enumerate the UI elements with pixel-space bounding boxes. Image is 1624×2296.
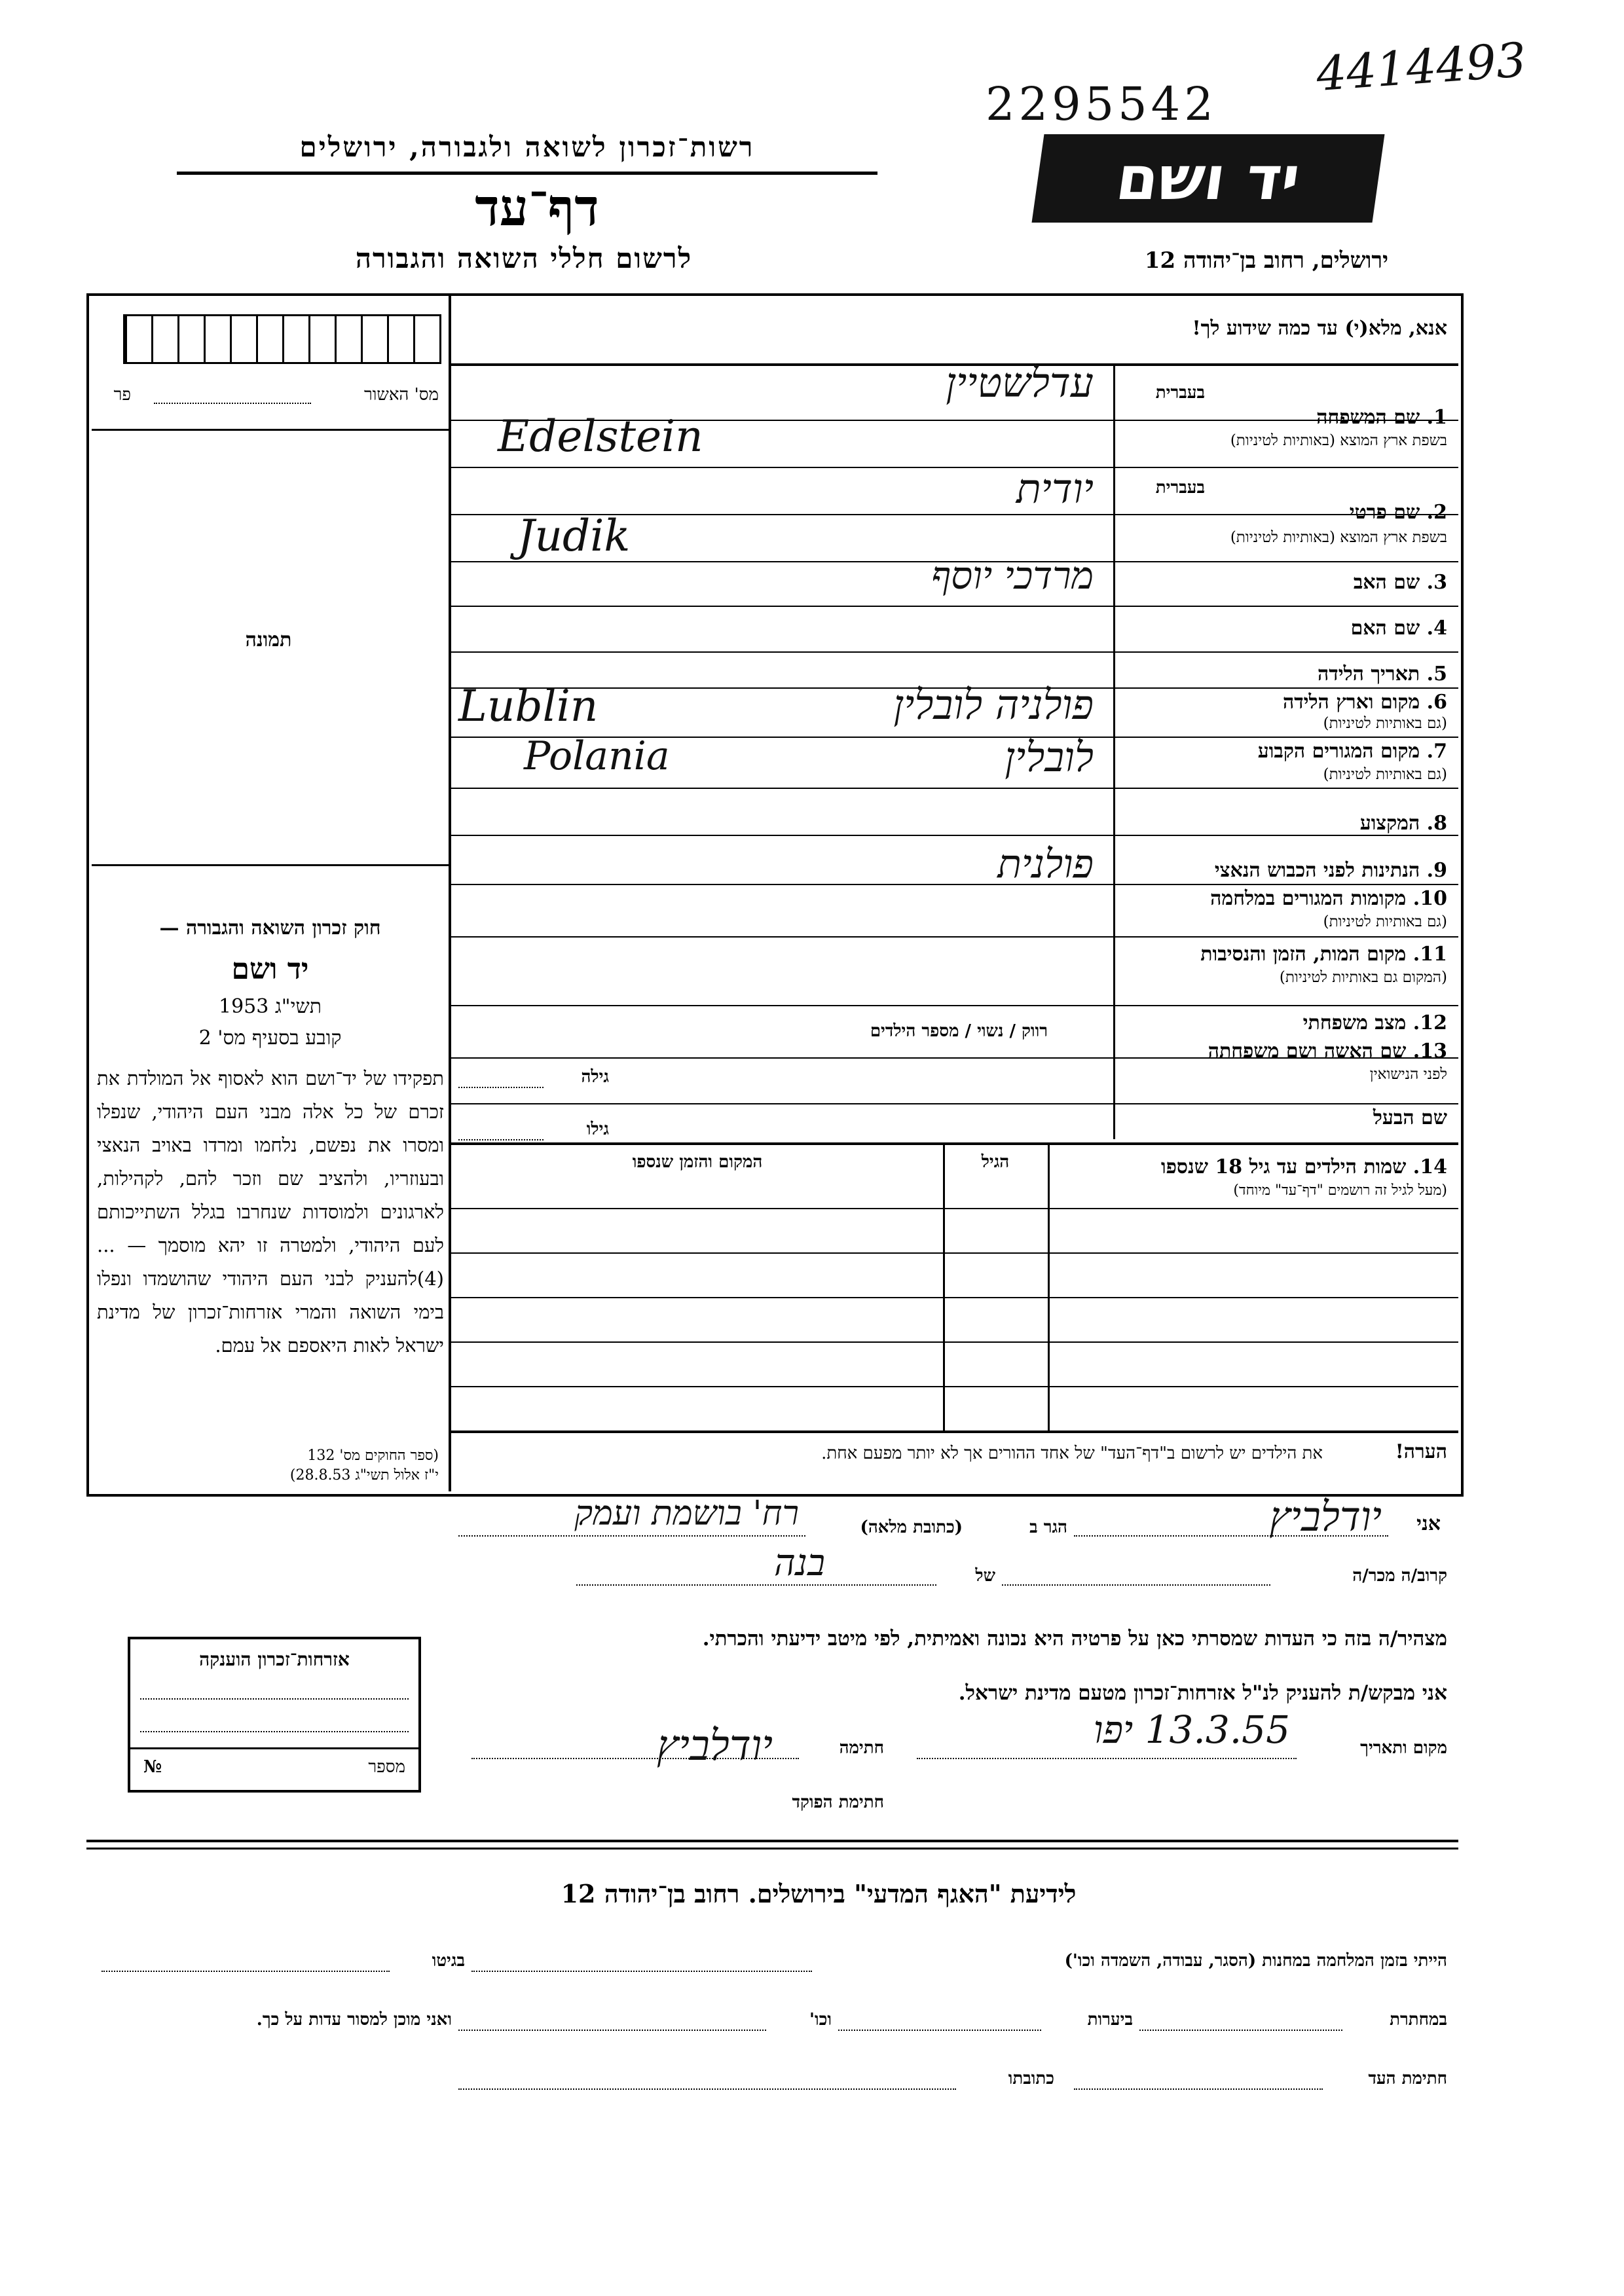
field-1-value-hebrew[interactable]: עדלשטיין [946, 359, 1094, 407]
bottom-line-2-etc: וכו' [809, 2010, 832, 2030]
field-12-num: 12. [1412, 1011, 1447, 1034]
rule [450, 835, 1458, 836]
bottom-line-1-ghetto-field[interactable] [101, 1971, 390, 1972]
field-8-name: המקצוע [1359, 812, 1420, 835]
citizenship-box-line-1 [140, 1698, 409, 1700]
bottom-line-1-field[interactable] [471, 1971, 812, 1972]
bottom-line-3-address: כתובתו [1008, 2069, 1054, 2088]
bottom-line-3-address-field[interactable] [458, 2088, 956, 2090]
field-1-sub: בשפת ארץ המוצא (באותיות לטיניות) [1230, 432, 1447, 449]
rule [450, 606, 1458, 607]
bottom-line-3-witness-sig: חתימת העד [1368, 2069, 1447, 2088]
table-row[interactable] [450, 1386, 1458, 1387]
field-6-num: 6. [1426, 691, 1447, 714]
husband-name-label: שם הבעל [1373, 1106, 1447, 1129]
field-8-num: 8. [1426, 812, 1447, 835]
note-text: את הילדים יש לרשום ב"דף־העד" של אחד ההורים אך לא יותר מפעם אחת. [821, 1444, 1323, 1463]
field-1-hebrew-tag: בעברית [1155, 383, 1205, 403]
declarant-name-value[interactable]: יודלביץ [1269, 1493, 1382, 1540]
table-row[interactable] [450, 1297, 1458, 1298]
section-separator [86, 1840, 1458, 1842]
field-13-sub: לפני הנישואין [1369, 1066, 1447, 1083]
age-label-wife: גילה [581, 1067, 609, 1087]
field-3-name: שם האב [1353, 571, 1420, 594]
corner-handwritten-number: 4414493 [1314, 31, 1528, 102]
children-rows[interactable] [450, 1208, 1458, 1430]
bottom-line-2-ready: ואני מוכן למסור עדות על כך. [256, 2010, 452, 2030]
place-date-line [917, 1758, 1297, 1759]
form-subtitle: לרשום חללי השואה והגבורה [355, 242, 693, 274]
rule [450, 936, 1458, 938]
field-13-name: שם האשה ושם משפחתה [1208, 1040, 1407, 1063]
photo-area-rule [92, 429, 449, 431]
bottom-line-1-end: בגיטו [432, 1951, 465, 1971]
field-1-value-latin[interactable]: Edelstein [498, 411, 703, 462]
field-6-name: מקום וארץ הלידה [1282, 691, 1420, 714]
officer-signature-label: חתימת הפוקד [792, 1793, 884, 1812]
age-field-husband[interactable] [458, 1139, 544, 1140]
citizenship-box [128, 1637, 421, 1793]
field-1-num: 1. [1426, 406, 1447, 429]
photo-area-bottom-rule [92, 864, 449, 866]
children-label [1054, 1156, 1447, 1178]
resides-in-label: הגר ב [1029, 1518, 1067, 1537]
of-label: של [975, 1566, 995, 1586]
citizenship-box-number-label: מספר [368, 1757, 405, 1777]
field-2-value-hebrew[interactable]: יודית [1016, 465, 1094, 513]
field-12-name: מצב משפחתי [1302, 1011, 1407, 1034]
law-year: תשי"ג 1953 [219, 995, 322, 1018]
rule [450, 788, 1458, 789]
field-6-value-latin[interactable]: Lublin [458, 681, 599, 731]
bottom-line-2-underground: במחתרת [1390, 2010, 1447, 2030]
field-1-name: שם המשפחה [1316, 406, 1420, 429]
field-7-sub: (גם באותיות לטיניות) [1323, 766, 1447, 783]
age-field-wife[interactable] [458, 1087, 544, 1088]
table-row[interactable] [450, 1341, 1458, 1343]
bottom-title: לידיעת "האגף המדעי" בירושלים. רחוב בן־יהודה 12 [561, 1879, 1077, 1908]
field-9-name: הנתינות לפני הכבוש הנאצי [1214, 859, 1420, 882]
rule [450, 1005, 1458, 1006]
note-label: הערה! [1395, 1440, 1447, 1463]
yad-vashem-logo [1032, 134, 1385, 223]
relation-line [1002, 1584, 1270, 1586]
law-title: חוק זכרון השואה והגבורה — [159, 917, 381, 939]
bottom-line-2-underground-field[interactable] [1139, 2030, 1342, 2031]
children-col-place: המקום והזמן שנספו [632, 1152, 763, 1172]
field-3-value[interactable]: מרדכי יוסף [931, 553, 1094, 598]
header-address: ירושלים, רחוב בן־יהודה 12 [1144, 247, 1388, 274]
approval-number-boxes[interactable] [123, 314, 441, 364]
place-date-value[interactable]: 13.3.55 יפו [1093, 1707, 1290, 1752]
field-9-value[interactable]: פולנית [997, 841, 1094, 887]
table-row[interactable] [450, 1252, 1458, 1254]
field-5-name: תאריך הלידה [1318, 663, 1420, 685]
field-9-num: 9. [1426, 859, 1447, 882]
field-10-sub: (גם באותיות לטיניות) [1323, 913, 1447, 930]
declaration-request: אני מבקש/ת להעניק לנ"ל אזרחות־זכרון מטעם מדינת ישראל. [958, 1681, 1447, 1705]
field-7-num: 7. [1426, 740, 1447, 763]
authority-underline [177, 172, 877, 175]
bottom-line-2-forests: ביערות [1087, 2010, 1133, 2030]
citizenship-box-title: אזרחות־זכרון הוענקה [199, 1649, 350, 1670]
field-6-value-hebrew[interactable]: פולניה לובלין [893, 681, 1094, 729]
field-7-value-latin[interactable]: Polania [524, 733, 670, 779]
field-2-num: 2. [1426, 501, 1447, 524]
field-4-name: שם האם [1350, 617, 1420, 640]
field-11-sub: (המקום גם באותיות לטיניות) [1279, 969, 1447, 986]
marital-status-options[interactable]: רווק / נשוי / מספר הילדים [870, 1021, 1048, 1041]
approval-prefix: פר [113, 385, 131, 405]
field-7-value-hebrew[interactable]: לובלין [1005, 733, 1094, 781]
field-6-sub: (גם באותיות לטיניות) [1323, 715, 1447, 732]
field-2-sub: בשפת ארץ המוצא (באותיות לטיניות) [1230, 529, 1447, 546]
field-7-name: מקום המגורים הקבוע [1257, 740, 1420, 763]
field-3-num: 3. [1426, 571, 1447, 594]
signature-label: חתימה [839, 1738, 884, 1758]
field-5-num: 5. [1426, 663, 1447, 685]
field-2-name: שם פרטי [1349, 501, 1420, 524]
form-title: דף־עד [475, 178, 599, 238]
children-col-age: הגיל [981, 1152, 1010, 1172]
law-clause: קובע בסעיף מס' 2 [198, 1027, 342, 1049]
children-num: 14. [1412, 1156, 1447, 1178]
field-11-name: מקום המות, הזמן והנסיבות [1200, 943, 1407, 966]
bottom-line-2-forests-field[interactable] [838, 2030, 1041, 2031]
bottom-line-2-etc-field[interactable] [458, 2030, 766, 2031]
approval-number-label: מס' האשור [363, 385, 439, 405]
field-2-hebrew-tag: בעברית [1155, 478, 1205, 498]
children-sub: (מעל לגיל זה רושמים "דף־עד" מיוחד) [1233, 1182, 1447, 1199]
law-name: יד ושם [231, 953, 309, 986]
table-row[interactable] [450, 1208, 1458, 1209]
children-table-top-rule [450, 1142, 1458, 1145]
rule [450, 1103, 1458, 1104]
signature-value[interactable]: יודלביץ [656, 1722, 773, 1770]
field-2-value-latin[interactable]: Judik [517, 511, 631, 561]
field-4-num: 4. [1426, 617, 1447, 640]
of-line [576, 1584, 936, 1586]
authority-name: רשות־זכרון לשואה ולגבורה, ירושלים [299, 131, 755, 163]
address-line [458, 1535, 805, 1537]
relation-label: קרוב/ה מכר/ה [1352, 1566, 1447, 1586]
law-text: תפקידו של יד־ושם הוא לאסוף אל המולדת את זכרם של כל אלה מבני העם היהודי, שנפלו ומסרו את נפשם, נלחמו ומרדו באויב הנאצי ובעוזריו, ולהציב שם וזכר להם, לקהילות, לארגונים ולמוסדות שנחרבו בגלל השתייכותם לעם היהודי, ולמטרה זו יהא מוסמך — ...(4)להעניק לבני העם היהודי שהושמדו ונפלו בימי השואה והמרי אזרחות־זכרון של מדינת ישראל לאות היאספם אל עמם. [97, 1067, 444, 1357]
approval-number-field[interactable] [154, 403, 311, 404]
relation-value[interactable]: בנה [773, 1542, 825, 1584]
law-ref-1: (ספר החוקים מס' 132 [307, 1448, 439, 1464]
bottom-line-3-witness-field[interactable] [1074, 2088, 1323, 2090]
note-rule [450, 1430, 1458, 1433]
declaration-statement: מצהיר/ה בזה כי העדות שמסרתי כאן על פרטיה היא נכונה ואמיתית, לפי מיטב ידיעתי והכרתי. [702, 1627, 1447, 1650]
field-10-name: מקומות המגורים במלחמה [1210, 887, 1407, 910]
serial-number: 2295542 [986, 77, 1217, 131]
address-value[interactable]: רח' בושמת ועמק [574, 1494, 799, 1533]
place-date-label: מקום ותאריך [1360, 1738, 1447, 1758]
declaration-ani: אני [1416, 1512, 1441, 1535]
children-title: שמות הילדים עד גיל 18 שנספו [1160, 1156, 1407, 1178]
photo-label: תמונה [245, 629, 292, 651]
citizenship-box-no: № [143, 1757, 162, 1777]
field-10-num: 10. [1412, 887, 1447, 910]
rule [450, 1057, 1458, 1059]
bottom-line-1-start: הייתי בזמן המלחמה במחנות (הסגר, עבודה, השמדה וכו') [1064, 1951, 1447, 1971]
rule [450, 651, 1458, 653]
form-instruction: אנא, מלא(י) עד כמה שידוע לך! [1192, 317, 1447, 340]
section-separator-2 [86, 1848, 1458, 1850]
full-address-label: (כתובת מלאה) [860, 1518, 963, 1537]
field-13-num: 13. [1412, 1040, 1447, 1063]
law-ref-2: י"ז אלול תשי"ג 28.8.53) [289, 1467, 439, 1484]
citizenship-box-line-2 [140, 1731, 409, 1732]
field-11-num: 11. [1412, 943, 1447, 966]
citizenship-box-bottom [130, 1747, 418, 1749]
logo-text: יד ושם [1112, 143, 1304, 213]
age-label-husband: גילו [586, 1120, 609, 1139]
